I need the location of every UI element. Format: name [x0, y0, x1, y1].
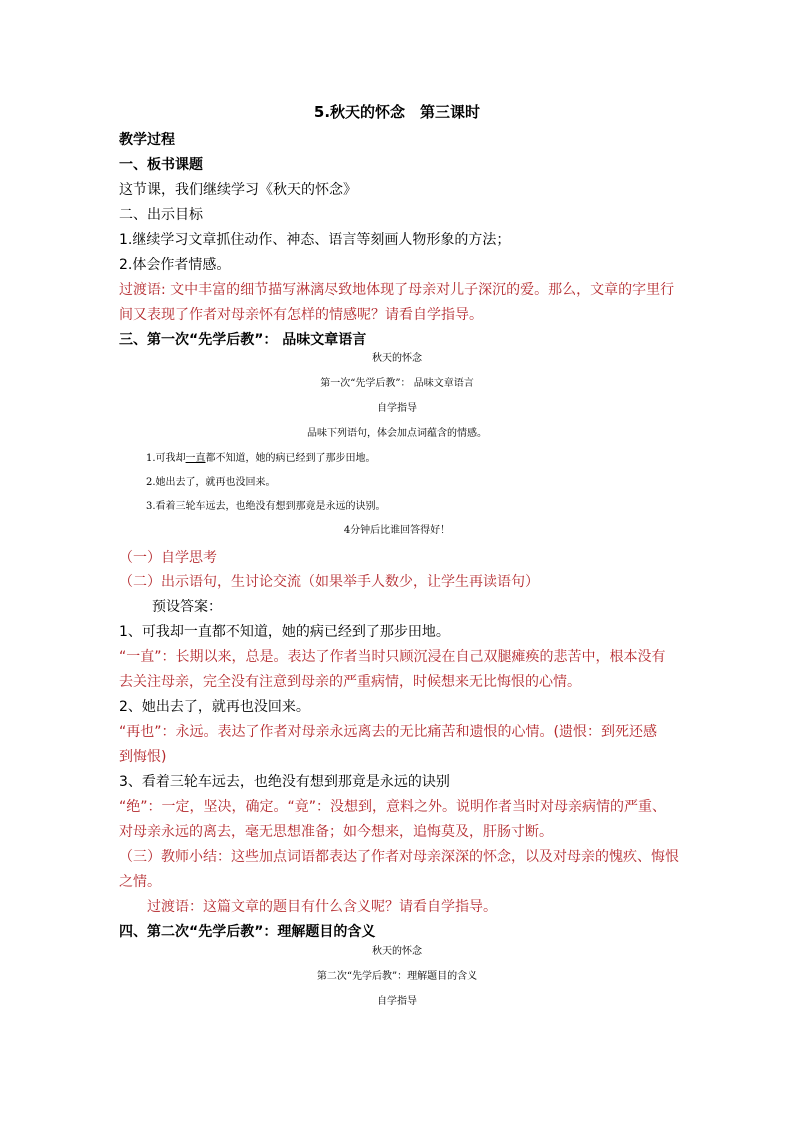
heading-1: 一、板书课题: [119, 157, 203, 173]
heading-2: 二、出示目标: [119, 207, 203, 223]
answer-explanation: 对母亲永远的离去，毫无思想准备；如今想来，追悔莫及，肝肠寸断。: [119, 824, 553, 840]
heading-3: 三、第一次“先学后教”： 品味文章语言: [119, 332, 367, 348]
key-word: “再也”: [119, 724, 162, 740]
step-item: （一）自学思考: [119, 550, 217, 566]
answer-explanation: [119, 647, 666, 667]
slide-question: [146, 452, 376, 466]
key-word: 竟: [305, 501, 316, 512]
paragraph: 这节课，我们继续学习《秋天的怀念》: [119, 182, 357, 198]
explanation-text: ：永远。表达了作者对母亲永远离去的无比痛苦和遗恨的心情。(遗恨：到死还感: [161, 724, 657, 740]
slide-subtitle: 第一次“先学后教”： 品味文章语言: [320, 378, 474, 389]
teacher-summary: （三）教师小结：这些加点词语都表达了作者对母亲深深的怀念，以及对母亲的愧疚、悔恨: [119, 849, 679, 865]
question-text: 是永远的诀别。: [315, 501, 386, 512]
section-heading: 教学过程: [119, 132, 175, 148]
answer-sentence: 2、她出去了，就再也没回来。: [119, 699, 310, 715]
step-item: （二）出示语句，生讨论交流（如果举手人数少，让学生再读语句）: [119, 574, 539, 590]
answer-explanation: [119, 722, 657, 742]
slide-guide: 自学指导: [377, 403, 417, 414]
slide-title: 秋天的怀念: [372, 946, 422, 957]
question-text: 都不知道，她的病已经到了那步田地。: [205, 453, 376, 464]
slide-timer: 4分钟后比谁回答得好！: [343, 525, 451, 536]
transition-text: 过渡语: 文中丰富的细节描写淋漓尽致地体现了母亲对儿子深沉的爱。那么，文章的字里行: [119, 282, 675, 298]
goal-item: 1.继续学习文章抓住动作、神态、语言等刻画人物形象的方法；: [119, 232, 511, 248]
question-text: 没有想到那: [255, 501, 306, 512]
key-word: “一直”: [119, 649, 162, 665]
answer-sentence: 3、看着三轮车远去，也绝没有想到那竟是永远的诀别: [119, 774, 450, 790]
slide-guide: 自学指导: [377, 996, 417, 1007]
answer-sentence: 1、可我却一直都不知道，她的病已经到了那步田地。: [119, 624, 450, 640]
answer-explanation: “绝”：一定，坚决，确定。“竟”：没想到，意料之外。说明作者当时对母亲病情的严重、: [119, 799, 667, 815]
goal-item: 2.体会作者情感。: [119, 257, 231, 273]
answer-explanation: 去关注母亲，完全没有注意到母亲的严重病情，时候想来无比悔恨的心情。: [119, 674, 581, 690]
preset-label: 预设答案：: [152, 599, 222, 615]
slide-question: 2.她出去了，就再也没回来。: [146, 477, 276, 488]
slide-question: [146, 500, 386, 514]
key-word: 绝: [245, 501, 256, 512]
slide-title: 秋天的怀念: [372, 353, 422, 364]
slide-instruction: 品味下列语句，体会加点词蕴含的情感。: [307, 428, 487, 439]
question-text: 1.可我却: [146, 453, 186, 464]
explanation-text: ：长期以来，总是。表达了作者当时只顾沉浸在自己双腿瘫痪的悲苦中，根本没有: [161, 649, 666, 665]
slide-subtitle: 第二次“先学后教”：理解题目的含义: [316, 971, 478, 982]
teacher-summary: 之情。: [119, 874, 161, 890]
question-text: 3.看着三轮车远去，也: [146, 501, 246, 512]
answer-explanation: 到悔恨): [119, 749, 167, 765]
transition-text: 过渡语：这篇文章的题目有什么含义呢？请看自学指导。: [147, 899, 497, 915]
key-word: 一直: [185, 453, 206, 464]
transition-text: 间又表现了作者对母亲怀有怎样的情感呢？请看自学指导。: [119, 307, 483, 323]
document-title: 5.秋天的怀念 第三课时: [313, 103, 481, 121]
heading-4: 四、第二次“先学后教”：理解题目的含义: [119, 924, 376, 940]
